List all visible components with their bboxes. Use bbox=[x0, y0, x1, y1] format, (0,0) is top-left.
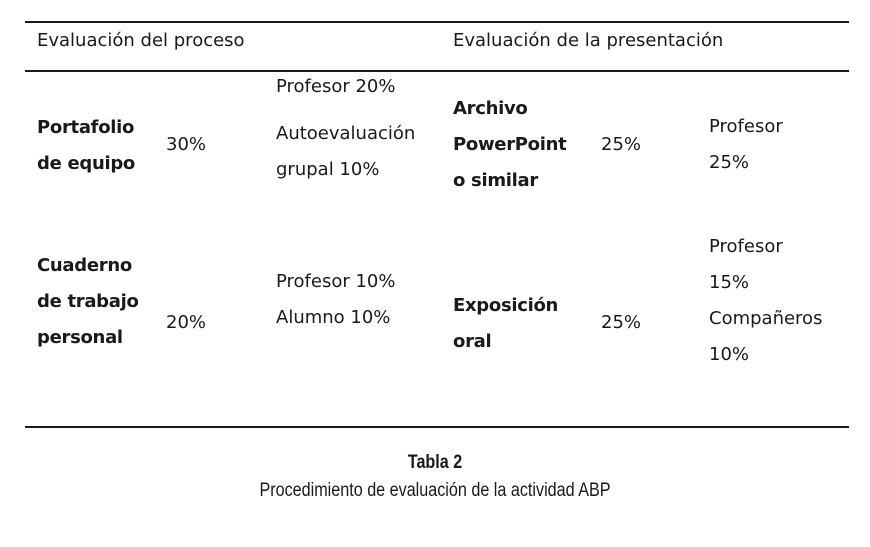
process-detail-line: grupal 10% bbox=[276, 159, 380, 180]
process-item-line: de equipo bbox=[37, 153, 135, 174]
presentation-item bbox=[453, 91, 566, 199]
process-detail-line: Profesor 20% bbox=[276, 76, 396, 97]
presentation-item-line: PowerPoint bbox=[453, 134, 567, 155]
process-weight: 30% bbox=[166, 134, 207, 155]
caption-title: Tabla 2 bbox=[407, 452, 463, 473]
table-bottom-rule bbox=[25, 426, 849, 428]
caption-subtitle: Procedimiento de evaluación de la actividad ABP bbox=[259, 480, 611, 501]
process-item-line: Portafolio bbox=[37, 117, 135, 138]
presentation-item-line: Archivo bbox=[453, 98, 528, 119]
process-item-line: personal bbox=[37, 327, 123, 348]
presentation-detail-line: Compañeros bbox=[709, 308, 823, 329]
presentation-detail bbox=[709, 229, 822, 373]
presentation-detail bbox=[709, 109, 783, 181]
presentation-detail-line: Profesor bbox=[709, 116, 783, 137]
presentation-item-line: o similar bbox=[453, 170, 538, 191]
presentation-item-line: Exposición bbox=[453, 295, 559, 316]
process-detail bbox=[276, 264, 396, 336]
presentation-item-line: oral bbox=[453, 331, 492, 352]
process-item bbox=[37, 110, 135, 182]
process-item bbox=[37, 248, 139, 356]
process-detail bbox=[276, 116, 415, 188]
presentation-weight: 25% bbox=[601, 134, 642, 155]
process-detail-line: Alumno 10% bbox=[276, 307, 391, 328]
presentation-item bbox=[453, 288, 558, 360]
header-process: Evaluación del proceso bbox=[37, 30, 245, 51]
header-presentation: Evaluación de la presentación bbox=[453, 30, 724, 51]
process-detail-line: Autoevaluación bbox=[276, 123, 416, 144]
table-header-rule bbox=[25, 70, 849, 72]
process-item-line: Cuaderno bbox=[37, 255, 132, 276]
process-item-line: de trabajo bbox=[37, 291, 139, 312]
presentation-detail-line: 25% bbox=[709, 152, 750, 173]
presentation-detail-line: 10% bbox=[709, 344, 750, 365]
presentation-detail-line: 15% bbox=[709, 272, 750, 293]
process-weight: 20% bbox=[166, 312, 207, 333]
presentation-weight: 25% bbox=[601, 312, 642, 333]
process-detail-line: Profesor 10% bbox=[276, 271, 396, 292]
presentation-detail-line: Profesor bbox=[709, 236, 783, 257]
process-detail bbox=[276, 69, 396, 105]
